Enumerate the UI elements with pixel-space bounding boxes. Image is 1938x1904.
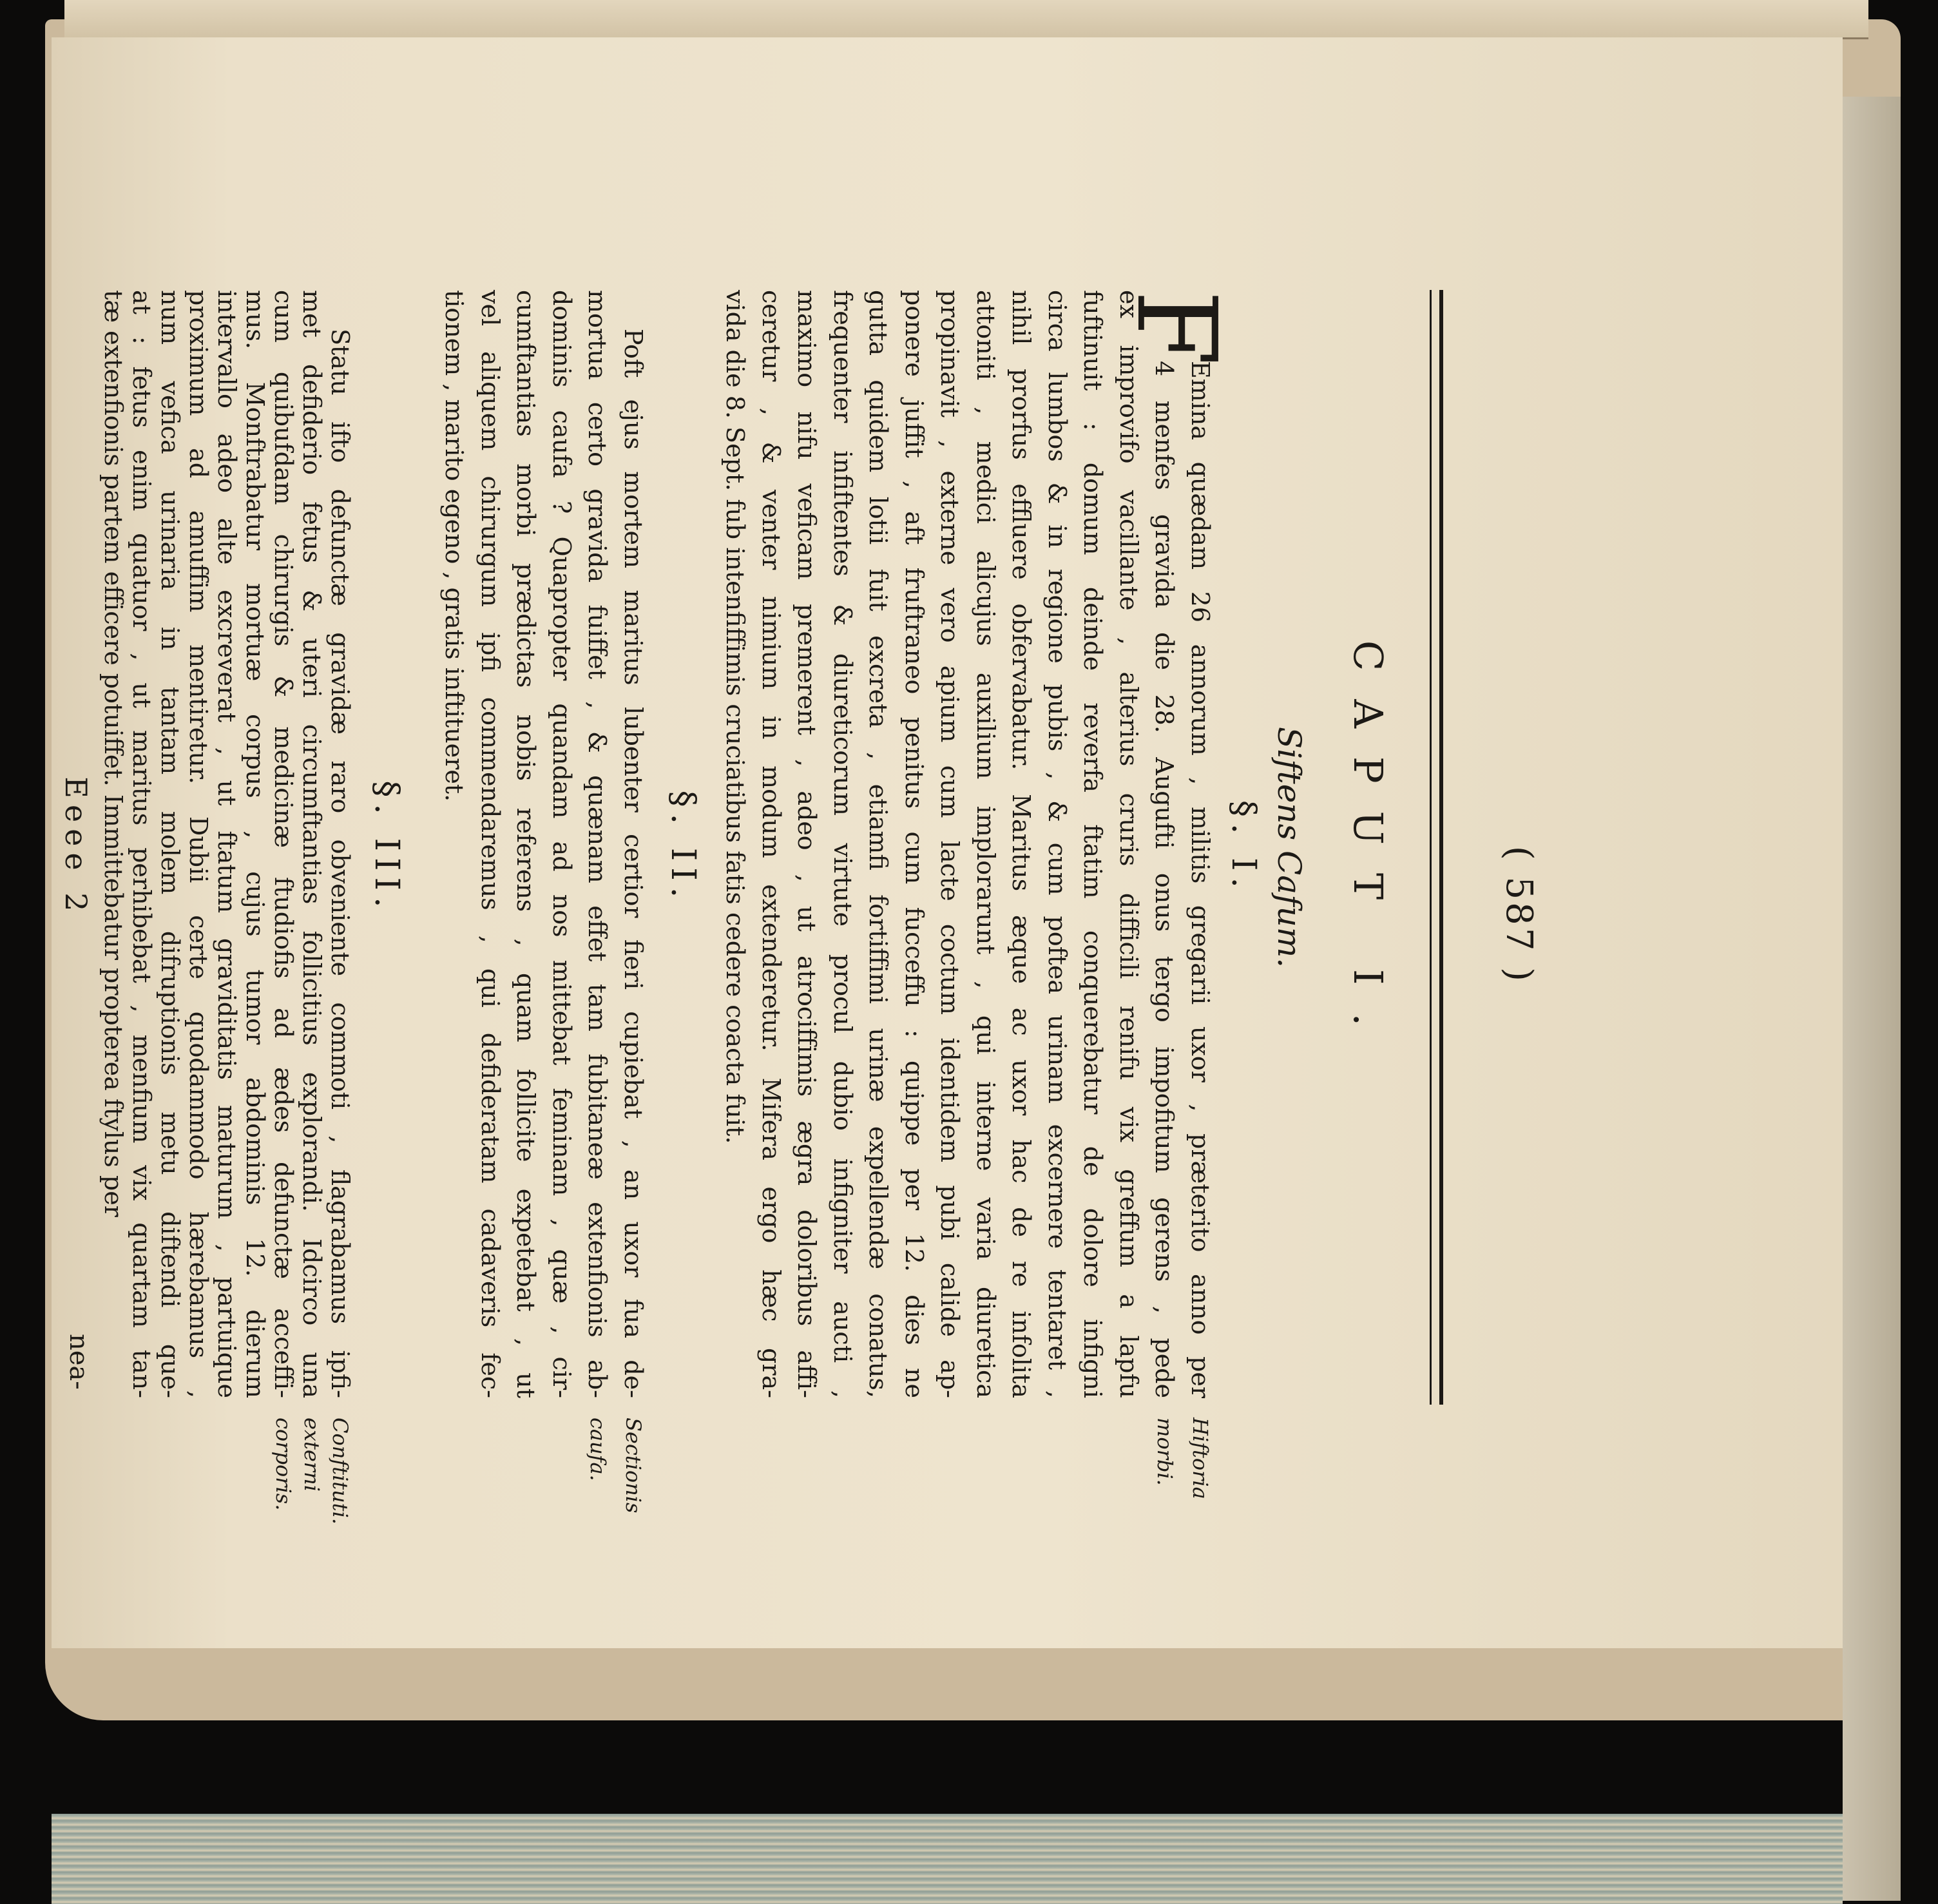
text-line: tionem , marito egeno , gratis inftitueret. bbox=[440, 290, 469, 802]
header-rule-thin bbox=[1430, 290, 1432, 1405]
text-line: mortua certo gravida fuiffet , & quænam effet tam fubitaneæ extenfionis ab- bbox=[583, 290, 612, 1398]
section-mark-2: §. II. bbox=[664, 790, 702, 905]
text-line: num vefica urinaria in tantam molem difruptionis metu diftendi que- bbox=[156, 290, 184, 1398]
text-line: frequenter infiftentes & diureticorum virtute procul dubio infigniter aucti , bbox=[829, 290, 857, 1398]
margin-note-corporis: corporis. bbox=[271, 1418, 296, 1511]
text-line: Poft ejus mortem maritus lubenter certior fieri cupiebat , an uxor fua de- bbox=[619, 329, 648, 1398]
chapter-subtitle: Siftens Cafum. bbox=[1271, 726, 1308, 968]
text-line: propinavit , externe vero apium cum lacte coctum identidem pubi calide ap- bbox=[935, 290, 964, 1398]
margin-note-causa: caufa. bbox=[586, 1418, 610, 1481]
text-line: vida die 8. Sept. fub intenfiffimis cruciatibus fatis cedere coacta fuit. bbox=[721, 290, 750, 1144]
margin-note-historia: Hiftoria bbox=[1188, 1418, 1213, 1499]
catchword: nea- bbox=[64, 1334, 93, 1390]
text-line: fuftinuit : domum deinde reverfa ftatim conquerebatur de dolore infigni bbox=[1079, 290, 1108, 1398]
text-line: mus. Monftrabatur mortuæ corpus , cujus tumor abdominis 12. dierum bbox=[241, 290, 269, 1398]
text-line: circa lumbos & in regione pubis , & cum poftea urinam excernere tentaret , bbox=[1043, 290, 1071, 1398]
margin-note-sectionis: Sectionis bbox=[621, 1418, 646, 1514]
text-line: ponere juffit , aft fruftraneo penitus cum fucceffu : quippe per 12. dies ne bbox=[900, 290, 928, 1398]
text-line: ceretur , & venter nimium in modum extenderetur. Mifera ergo hæc gra- bbox=[757, 290, 785, 1398]
text-line: proximum ad amuffim mentiretur. Dubii certe quodammodo hærebamus , bbox=[184, 290, 213, 1398]
text-line: dominis caufa ? Quapropter quandam ad nos mittebat feminam , quæ , cir- bbox=[548, 290, 576, 1398]
page-text-block bbox=[59, 238, 1540, 1591]
text-line: at : fetus enim quatuor , ut maritus perhibebat , menfium vix quartam tan- bbox=[128, 290, 156, 1398]
header-rule bbox=[1439, 290, 1443, 1405]
drop-cap: F bbox=[1112, 290, 1240, 366]
text-line: attoniti , medici alicujus auxilium implorarunt , qui interne varia diuretica bbox=[972, 290, 1000, 1398]
section-1-text bbox=[717, 290, 1218, 1398]
margin-note-externi: externi bbox=[300, 1418, 324, 1492]
text-line: tæ extenfionis partem efficere potuiffet. Immittebatur propterea ftylus per bbox=[99, 290, 128, 1217]
previous-page-edge bbox=[64, 0, 1868, 39]
section-mark-1: §. I. bbox=[1224, 800, 1263, 895]
text-line: intervallo adeo alte excreverat , ut ftatum graviditatis maturum , partuique bbox=[213, 290, 241, 1398]
chapter-title: CAPUT I. bbox=[1345, 640, 1392, 1055]
text-line: cumftantias morbi prædictas nobis referens , quam follicite expetebat , ut bbox=[512, 290, 541, 1398]
text-line: Statu ifto defunctæ gravidæ raro obveniente commoti , flagrabamus ipfi- bbox=[326, 329, 354, 1398]
text-line: Emina quædam 26 annorum , militis gregarii uxor , præterito anno per bbox=[1186, 361, 1214, 1398]
text-line: gutta quidem lotii fuit excreta , etiamfi fortiffimi urinæ expellendæ conatus, bbox=[864, 290, 893, 1398]
page-number: ( 587 ) bbox=[1498, 845, 1540, 985]
margin-note-constituti: Conftituti. bbox=[328, 1418, 352, 1525]
section-3-text bbox=[99, 290, 354, 1398]
text-line: cum quibufdam chirurgis & medicinæ ftudiofis ad ædes defunctæ acceffi- bbox=[269, 290, 298, 1398]
text-line: maximo nifu veficam premerent , adeo , ut atrociffimis ægra doloribus affi- bbox=[792, 290, 821, 1398]
section-2-text bbox=[436, 290, 651, 1398]
text-line: nihil prorfus effluere obfervabatur. Maritus æque ac uxor hac de re infolita bbox=[1007, 290, 1036, 1398]
section-mark-3: §. III. bbox=[367, 780, 406, 914]
text-line: 4 menfes gravida die 28. Augufti onus tergo impofitum gerens , pede bbox=[1150, 361, 1179, 1398]
signature-mark: Eeee 2 bbox=[59, 776, 93, 918]
text-line: met defiderio fetus & uteri circumftantias follicitius explorandi. Idcirco una bbox=[298, 290, 326, 1398]
page-block-edge bbox=[52, 1814, 1843, 1904]
text-line: ex improvifo vacillante , alterius cruris difficili renifu vix greffum a lapfu bbox=[1115, 290, 1143, 1398]
text-line: vel aliquem chirurgum ipfi commendaremus , qui defideratam cadaveris fec- bbox=[476, 290, 504, 1398]
book-cover-edge bbox=[1843, 97, 1901, 1901]
margin-note-morbi: morbi. bbox=[1153, 1418, 1177, 1486]
